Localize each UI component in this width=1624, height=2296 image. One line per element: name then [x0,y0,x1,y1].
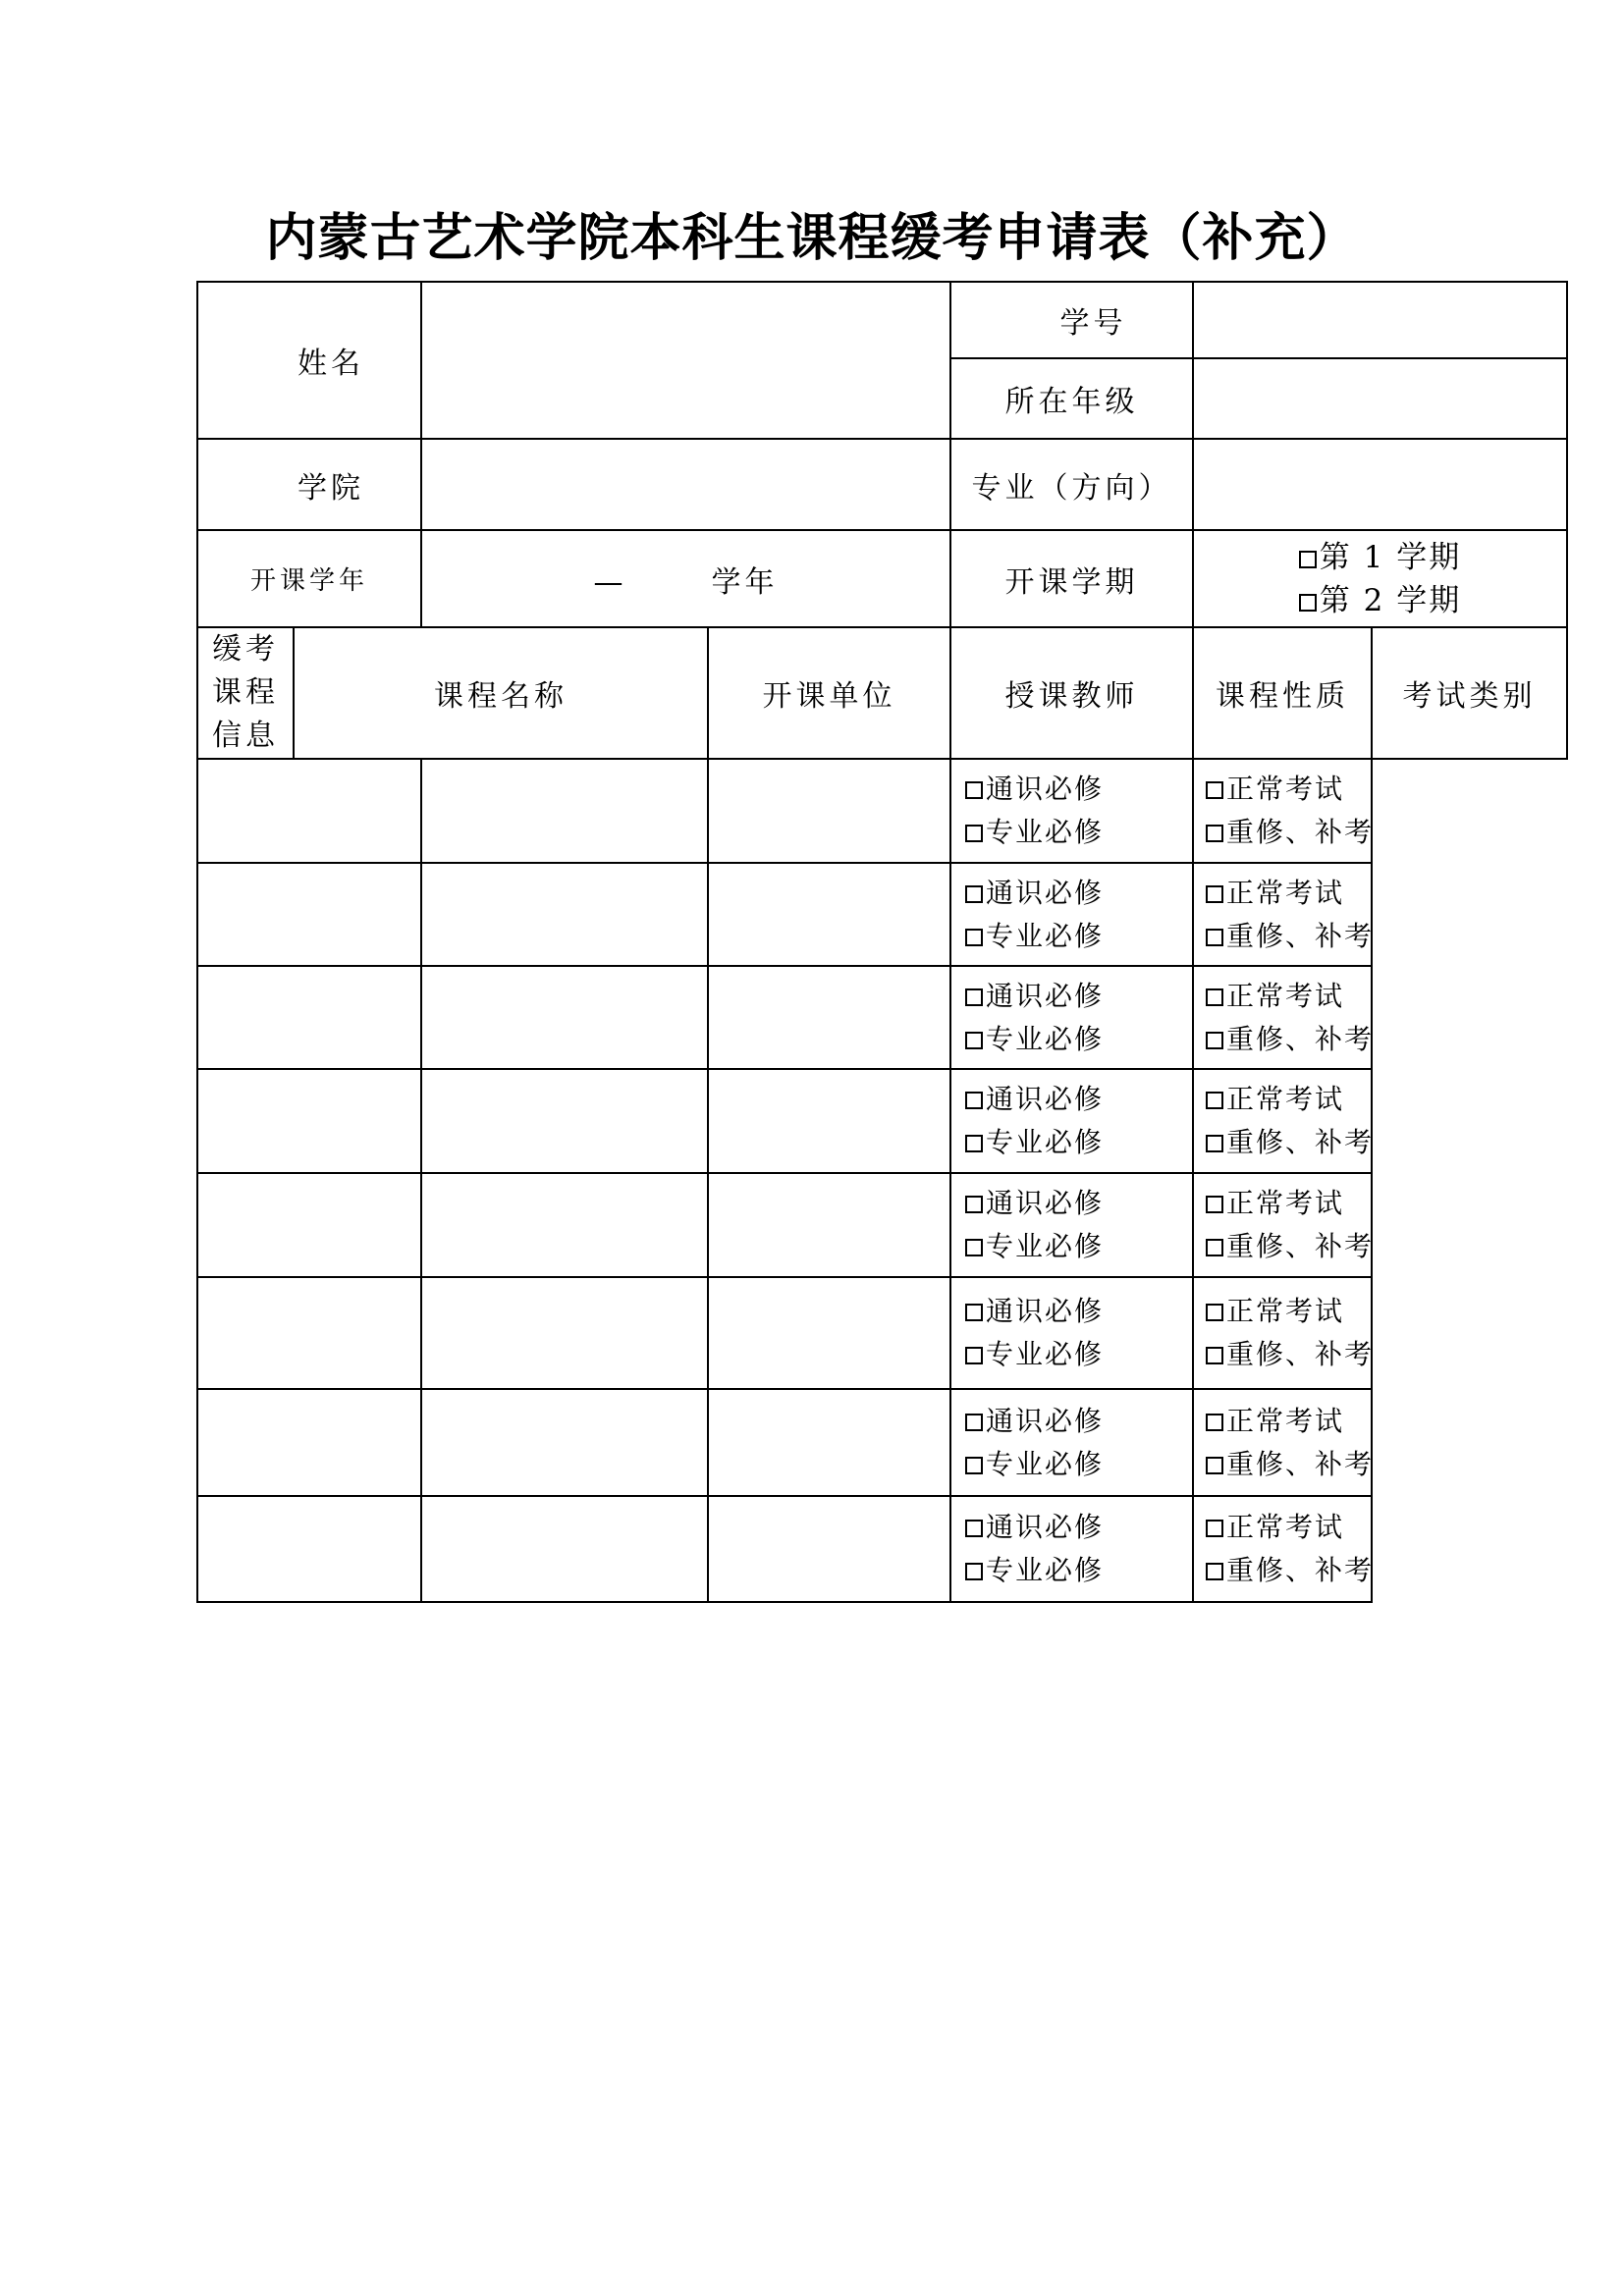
exam-retake-option[interactable]: 重修、补考 [1206,915,1371,958]
checkbox-icon[interactable] [965,1092,983,1109]
checkbox-icon[interactable] [1206,1032,1223,1049]
exam-type-options [1193,1069,1375,1173]
student-id-field[interactable] [1193,282,1567,358]
exam-normal-option[interactable]: 正常考试 [1206,1506,1371,1549]
checkbox-icon[interactable] [1206,1457,1223,1474]
exam-normal-option[interactable]: 正常考试 [1206,872,1371,915]
checkbox-icon[interactable] [965,1032,983,1049]
exam-normal-option[interactable]: 正常考试 [1206,1400,1371,1443]
teacher-field[interactable] [708,1069,950,1173]
exam-type-options [1193,1496,1375,1602]
column-header-course-name: 课程名称 [294,627,708,759]
course-name-field[interactable] [197,1389,421,1496]
teacher-field[interactable] [708,966,950,1069]
exam-type-options [1193,1389,1375,1496]
checkbox-icon[interactable] [965,781,983,799]
exam-normal-option[interactable]: 正常考试 [1206,975,1371,1018]
nature-major-option[interactable]: 专业必修 [965,1549,1192,1592]
exam-retake-option[interactable]: 重修、补考 [1206,811,1371,854]
course-nature-options [950,759,1193,863]
course-nature-options [950,1389,1193,1496]
checkbox-icon[interactable] [1299,594,1317,612]
year-suffix: 学年 [711,564,779,600]
college-field[interactable] [421,439,950,530]
checkbox-icon[interactable] [1206,1414,1223,1431]
name-field[interactable] [421,282,950,439]
course-name-field[interactable] [197,863,421,966]
checkbox-icon[interactable] [965,1239,983,1256]
exam-type-options [1193,1277,1375,1389]
name-label: 姓名 [197,282,421,439]
department-field[interactable] [421,1069,708,1173]
department-field[interactable] [421,1496,708,1602]
exam-retake-option[interactable]: 重修、补考 [1206,1225,1371,1268]
checkbox-icon[interactable] [1206,1196,1223,1213]
column-header-course-nature: 课程性质 [1193,627,1372,759]
department-field[interactable] [421,1173,708,1277]
teacher-field[interactable] [708,1389,950,1496]
checkbox-icon[interactable] [1206,1563,1223,1580]
checkbox-icon[interactable] [965,1347,983,1364]
column-header-exam-type: 考试类别 [1372,627,1567,759]
teacher-field[interactable] [708,1496,950,1602]
nature-major-option[interactable]: 专业必修 [965,1018,1192,1061]
exam-retake-option[interactable]: 重修、补考 [1206,1121,1371,1164]
checkbox-icon[interactable] [1206,825,1223,842]
course-row [197,1277,1567,1389]
course-nature-options [950,1277,1193,1389]
teacher-field[interactable] [708,759,950,863]
exam-normal-option[interactable]: 正常考试 [1206,1182,1371,1225]
term-2-option[interactable]: 第 2 学期 [1299,579,1461,622]
nature-major-option[interactable]: 专业必修 [965,1121,1192,1164]
column-header-teacher: 授课教师 [950,627,1193,759]
course-row [197,1496,1567,1602]
checkbox-icon[interactable] [1206,1520,1223,1537]
major-field[interactable] [1193,439,1567,530]
nature-major-option[interactable]: 专业必修 [965,1225,1192,1268]
checkbox-icon[interactable] [965,1457,983,1474]
checkbox-icon[interactable] [965,1196,983,1213]
checkbox-icon[interactable] [965,1563,983,1580]
exam-type-options [1193,863,1375,966]
course-row [197,966,1567,1069]
exam-type-options [1193,1173,1375,1277]
course-nature-options [950,863,1193,966]
college-label: 学院 [197,439,421,530]
nature-general-option[interactable]: 通识必修 [965,768,1192,811]
course-name-field[interactable] [197,1173,421,1277]
nature-major-option[interactable]: 专业必修 [965,811,1192,854]
course-row [197,1389,1567,1496]
department-field[interactable] [421,1389,708,1496]
exam-retake-option[interactable]: 重修、补考 [1206,1443,1371,1486]
application-form-table [196,281,1568,1603]
checkbox-icon[interactable] [965,1520,983,1537]
course-term-label: 开课学期 [950,530,1193,627]
student-id-label: 学号 [950,282,1193,358]
grade-label: 所在年级 [950,358,1193,439]
course-nature-options [950,1496,1193,1602]
course-nature-options [950,1173,1193,1277]
department-field[interactable] [421,863,708,966]
course-nature-options [950,966,1193,1069]
course-nature-options [950,1069,1193,1173]
page-title: 内蒙古艺术学院本科生课程缓考申请表（补充） [265,208,1359,268]
checkbox-icon[interactable] [965,1304,983,1321]
teacher-field[interactable] [708,1173,950,1277]
course-name-field[interactable] [197,1277,421,1389]
nature-major-option[interactable]: 专业必修 [965,915,1192,958]
nature-general-option[interactable]: 通识必修 [965,1400,1192,1443]
nature-general-option[interactable]: 通识必修 [965,1290,1192,1333]
year-dash: — [593,564,623,600]
course-name-field[interactable] [197,1496,421,1602]
course-name-field[interactable] [197,966,421,1069]
nature-major-option[interactable]: 专业必修 [965,1333,1192,1376]
department-field[interactable] [421,1277,708,1389]
checkbox-icon[interactable] [1206,1347,1223,1364]
checkbox-icon[interactable] [965,825,983,842]
exam-retake-option[interactable]: 重修、补考 [1206,1333,1371,1376]
section-label: 缓考 课程 信息 [197,627,294,759]
checkbox-icon[interactable] [1206,885,1223,903]
nature-major-option[interactable]: 专业必修 [965,1443,1192,1486]
exam-normal-option[interactable]: 正常考试 [1206,768,1371,811]
column-header-department: 开课单位 [708,627,950,759]
exam-retake-option[interactable]: 重修、补考 [1206,1018,1371,1061]
department-field[interactable] [421,966,708,1069]
course-row [197,1069,1567,1173]
checkbox-icon[interactable] [1206,929,1223,946]
course-row [197,863,1567,966]
exam-type-options [1193,966,1375,1069]
teacher-field[interactable] [708,1277,950,1389]
checkbox-icon[interactable] [965,885,983,903]
checkbox-icon[interactable] [1206,1304,1223,1321]
exam-normal-option[interactable]: 正常考试 [1206,1290,1371,1333]
checkbox-icon[interactable] [965,929,983,946]
nature-general-option[interactable]: 通识必修 [965,872,1192,915]
checkbox-icon[interactable] [1206,1239,1223,1256]
course-row [197,759,1567,863]
checkbox-icon[interactable] [965,988,983,1006]
course-name-field[interactable] [197,759,421,863]
exam-normal-option[interactable]: 正常考试 [1206,1078,1371,1121]
teacher-field[interactable] [708,863,950,966]
checkbox-icon[interactable] [1206,1092,1223,1109]
nature-general-option[interactable]: 通识必修 [965,1182,1192,1225]
course-term-options [1193,530,1567,627]
checkbox-icon[interactable] [1299,551,1317,568]
major-label: 专业（方向） [950,439,1193,530]
course-year-label: 开课学年 [197,530,421,627]
nature-general-option[interactable]: 通识必修 [965,1078,1192,1121]
checkbox-icon[interactable] [965,1414,983,1431]
exam-type-options [1193,759,1375,863]
checkbox-icon[interactable] [1206,988,1223,1006]
course-year-field[interactable] [421,530,950,627]
checkbox-icon[interactable] [1206,1135,1223,1152]
department-field[interactable] [421,759,708,863]
nature-general-option[interactable]: 通识必修 [965,1506,1192,1549]
term-1-option[interactable]: 第 1 学期 [1299,536,1461,579]
checkbox-icon[interactable] [965,1135,983,1152]
checkbox-icon[interactable] [1206,781,1223,799]
course-row [197,1173,1567,1277]
nature-general-option[interactable]: 通识必修 [965,975,1192,1018]
course-name-field[interactable] [197,1069,421,1173]
grade-field[interactable] [1193,358,1567,439]
exam-retake-option[interactable]: 重修、补考 [1206,1549,1371,1592]
